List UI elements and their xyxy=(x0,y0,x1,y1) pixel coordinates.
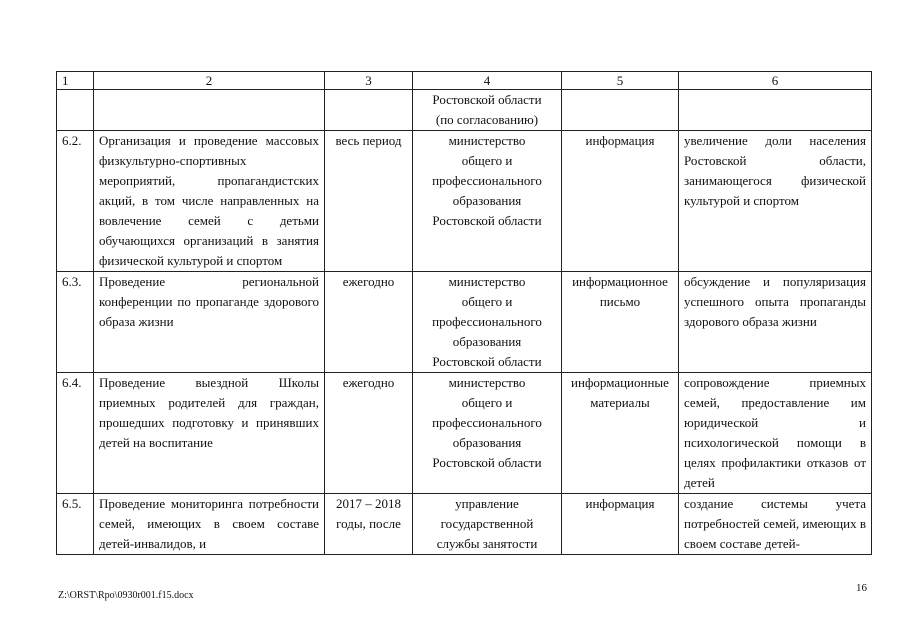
event-cell: Проведение региональной конференции по пропаганде здорового образа жизни xyxy=(94,272,325,373)
executor-line: образования xyxy=(452,193,522,208)
result-cell: создание системы учета потребностей семей, имеющих в своем составе детей- xyxy=(679,494,872,555)
executor-line: службы занятости xyxy=(436,536,538,551)
period-cell: 2017 – 2018 годы, после xyxy=(325,494,413,555)
executor-cell xyxy=(413,373,562,494)
executor-line: профессионального xyxy=(432,314,542,329)
executor-line: общего и xyxy=(461,153,513,168)
period-cell xyxy=(325,90,413,131)
row-number: 6.3. xyxy=(57,272,94,373)
form-cell: информация xyxy=(562,131,679,272)
executor-line: министерство xyxy=(448,133,526,148)
table-row xyxy=(57,373,872,494)
executor-line: министерство xyxy=(448,274,526,289)
column-header: 3 xyxy=(325,72,413,90)
column-header: 4 xyxy=(413,72,562,90)
result-cell: увеличение доли населения Ростовской области, занимающегося физической культурой и спортом xyxy=(679,131,872,272)
page-number: 16 xyxy=(856,582,867,594)
table-row xyxy=(57,272,872,373)
row-number: 6.4. xyxy=(57,373,94,494)
executor-line: Ростовской области xyxy=(432,354,542,369)
executor-line: министерство xyxy=(448,375,526,390)
column-number-row xyxy=(57,72,872,90)
page-bottom-margin xyxy=(0,570,905,640)
executor-cell xyxy=(413,90,562,131)
row-number: 6.5. xyxy=(57,494,94,555)
executor-line: образования xyxy=(452,435,522,450)
column-header: 5 xyxy=(562,72,679,90)
executor-line: Ростовской области xyxy=(432,455,542,470)
executor-line: профессионального xyxy=(432,415,542,430)
row-number: 6.2. xyxy=(57,131,94,272)
executor-line: (по согласованию) xyxy=(435,112,539,127)
event-cell: Организация и проведение массовых физкультурно-спортивных мероприятий, пропагандистских акций, в том числе направленных на вовлечение семей с детьми обучающихся организаций в занятия физической культурой и спортом xyxy=(94,131,325,272)
executor-line: Ростовской области xyxy=(432,92,542,107)
executor-line: государственной xyxy=(440,516,534,531)
executor-line: управление xyxy=(455,496,519,511)
result-cell: обсуждение и популяризация успешного опыта пропаганды здорового образа жизни xyxy=(679,272,872,373)
result-cell xyxy=(679,90,872,131)
executor-cell xyxy=(413,131,562,272)
table-row xyxy=(57,131,872,272)
executor-line: общего и xyxy=(461,395,513,410)
row-number xyxy=(57,90,94,131)
event-cell xyxy=(94,90,325,131)
plan-table xyxy=(56,71,872,555)
result-cell: сопровождение приемных семей, предоставление им юридической и психологической помощи в целях профилактики отказов от детей xyxy=(679,373,872,494)
table-row xyxy=(57,494,872,555)
form-cell: информационные материалы xyxy=(562,373,679,494)
executor-line: Ростовской области xyxy=(432,213,542,228)
executor-line: профессионального xyxy=(432,173,542,188)
period-cell: ежегодно xyxy=(325,272,413,373)
executor-line: общего и xyxy=(461,294,513,309)
period-cell: ежегодно xyxy=(325,373,413,494)
column-header: 6 xyxy=(679,72,872,90)
event-cell: Проведение мониторинга потребности семей, имеющих в своем составе детей-инвалидов, и xyxy=(94,494,325,555)
event-cell: Проведение выездной Школы приемных родителей для граждан, прошедших подготовку и принявших детей на воспитание xyxy=(94,373,325,494)
executor-cell xyxy=(413,272,562,373)
form-cell xyxy=(562,90,679,131)
period-cell: весь период xyxy=(325,131,413,272)
form-cell: информационное письмо xyxy=(562,272,679,373)
column-header: 1 xyxy=(57,72,94,90)
executor-line: образования xyxy=(452,334,522,349)
table-row xyxy=(57,90,872,131)
file-path: Z:\ORST\Rpo\0930r001.f15.docx xyxy=(58,590,194,601)
column-header: 2 xyxy=(94,72,325,90)
executor-cell xyxy=(413,494,562,555)
form-cell: информация xyxy=(562,494,679,555)
